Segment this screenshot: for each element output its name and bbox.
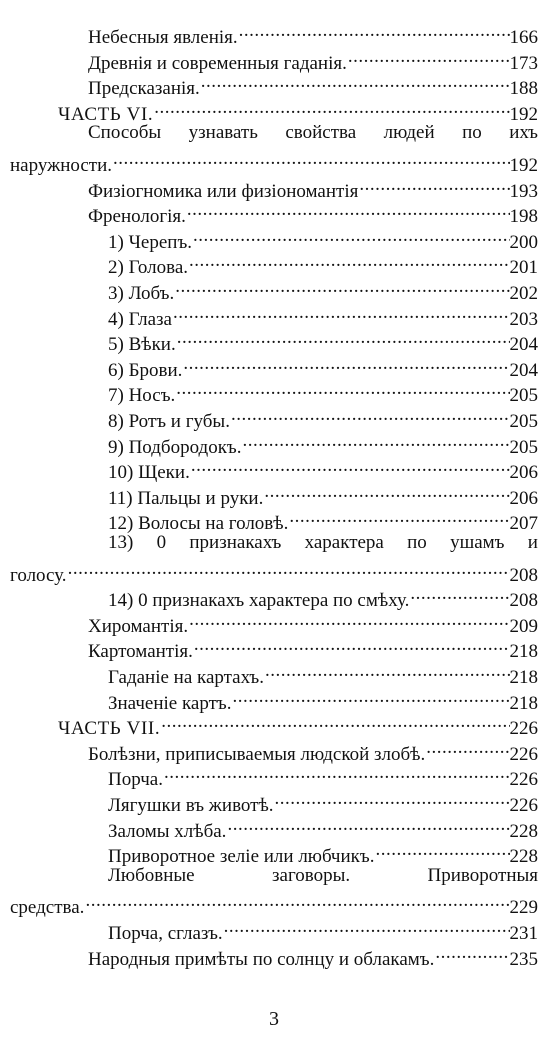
toc-entry-line — [0, 18, 548, 48]
toc-entry-title: Порча. — [108, 769, 163, 791]
toc-entry-page: 201 — [509, 257, 538, 279]
toc-entry-title: Хиромантія. — [88, 615, 189, 637]
toc-entry-title-word: признакахъ — [189, 532, 282, 553]
toc-entry-page: 218 — [509, 692, 538, 714]
toc-entry-line — [0, 402, 548, 432]
toc-entry-title-word: 0 — [156, 532, 167, 553]
dot-leader — [238, 18, 510, 43]
toc-entry-title: Картомантія. — [88, 641, 193, 663]
toc-entry-line — [0, 120, 548, 145]
toc-entry-title-word: узнавать — [188, 122, 258, 144]
dot-leader — [188, 248, 509, 273]
toc-entry-line — [0, 607, 548, 637]
toc-entry-title-word: людей — [383, 122, 435, 144]
toc-entry-line — [0, 863, 548, 888]
toc-entry-page: 188 — [509, 78, 538, 100]
page-number: 3 — [269, 1008, 279, 1030]
toc-entry-title: Болѣзни, приписываемыя людской злобѣ. — [88, 743, 426, 765]
toc-entry-page: 205 — [509, 385, 538, 407]
toc-entry-line — [0, 581, 548, 612]
toc-entry-title: 10) Щеки. — [108, 462, 190, 484]
dot-leader — [175, 376, 509, 401]
toc-entry-title-word: по — [407, 532, 427, 553]
toc-entry-line — [0, 146, 548, 176]
toc-entry-title: 3) Лобъ. — [108, 283, 175, 304]
toc-entry-title: 4) Глаза — [108, 308, 172, 330]
toc-entry-title-word: Способы — [88, 122, 162, 144]
toc-entry-line — [0, 812, 548, 842]
toc-entry-title-word: по — [462, 122, 482, 144]
dot-leader — [226, 812, 509, 837]
toc-entry-title: Небесныя явленія. — [88, 27, 238, 48]
toc-entry-line — [0, 556, 548, 586]
dot-leader — [374, 837, 509, 862]
toc-entry-page: 226 — [509, 795, 538, 816]
toc-entry-title: 12) Волосы на головѣ. — [108, 513, 289, 535]
toc-entry-title: Народныя примѣты по солнцу и облакамъ. — [88, 948, 435, 970]
toc-entry-page: 192 — [509, 155, 538, 176]
dot-leader — [358, 172, 509, 197]
toc-entry-title: 5) Вѣки. — [108, 334, 176, 356]
toc-entry-title: 11) Пальцы и руки. — [108, 487, 264, 509]
dot-leader — [288, 504, 509, 529]
dot-leader — [242, 428, 510, 453]
toc-entry-title-word: 13) — [108, 532, 134, 553]
toc-entry-title: Физіогномика или физіономантія — [88, 180, 359, 202]
toc-entry-page: 218 — [509, 641, 538, 663]
dot-leader — [230, 402, 510, 427]
toc-entry-line — [0, 351, 548, 381]
toc-entry-page: 173 — [509, 52, 538, 74]
toc-entry-title: Гаданіе на картахъ. — [108, 667, 264, 688]
toc-entry-line — [0, 248, 548, 279]
toc-entry-page: 204 — [509, 359, 538, 381]
toc-entry-title: ЧАСТЬ VI. — [58, 103, 154, 125]
toc-entry-title: Френологія. — [88, 206, 186, 228]
toc-entry-page: 218 — [509, 667, 538, 688]
toc-entry-title: Порча, сглазъ. — [108, 923, 223, 944]
dot-leader — [186, 197, 510, 222]
toc-entry-page: 228 — [509, 820, 538, 842]
toc-entry-line — [0, 760, 548, 791]
dot-leader — [223, 914, 510, 939]
toc-entry-title: Заломы хлѣба. — [108, 820, 227, 842]
toc-entry-title: 9) Подбородокъ. — [108, 436, 242, 458]
dot-leader — [274, 786, 510, 811]
dot-leader — [172, 300, 510, 325]
toc-entry-page: 166 — [509, 27, 538, 48]
dot-leader — [67, 556, 510, 581]
dot-leader — [434, 940, 509, 965]
toc-entry-title-word: и — [527, 532, 538, 553]
dot-leader — [425, 735, 509, 760]
toc-entry-line — [0, 940, 548, 970]
toc-entry-title: Предсказанія. — [88, 78, 200, 100]
toc-entry-line — [0, 504, 548, 535]
toc-entry-line — [0, 44, 548, 74]
toc-entry-page: 226 — [509, 718, 538, 740]
toc-entry-title: 1) Черепъ. — [108, 231, 193, 253]
toc-entry-line — [0, 325, 548, 356]
toc-entry-line — [0, 172, 548, 202]
toc-entry-title: 7) Носъ. — [108, 385, 176, 407]
toc-entry-line — [0, 684, 548, 714]
toc-entry-title-continuation: средства. — [10, 897, 85, 919]
toc-entry-line — [0, 69, 548, 100]
toc-entry-line — [0, 453, 548, 484]
toc-entry-title-word: свойства — [285, 122, 357, 144]
toc-entry-page: 235 — [509, 948, 538, 970]
toc-entry-line — [0, 786, 548, 816]
toc-entry-title: Лягушки въ животѣ. — [108, 795, 274, 816]
toc-entry-line — [0, 888, 548, 919]
toc-entry-title-word: заговоры. — [272, 864, 351, 886]
toc-entry-title: ЧАСТЬ VII. — [58, 718, 161, 740]
toc-entry-page: 202 — [509, 283, 538, 304]
toc-entry-line — [0, 735, 548, 765]
dot-leader — [347, 44, 510, 69]
toc-entry-title-word: Любовные — [108, 864, 195, 886]
toc-entry-line — [0, 632, 548, 663]
toc-entry-page: 209 — [509, 615, 538, 637]
toc-entry-page: 208 — [509, 564, 538, 586]
dot-leader — [193, 632, 510, 657]
toc-entry-line — [0, 709, 548, 740]
dot-leader — [84, 888, 509, 913]
toc-entry-line — [0, 223, 548, 253]
toc-entry-line — [0, 837, 548, 868]
toc-entry-title-continuation: наружности. — [10, 155, 113, 176]
dot-leader — [192, 223, 509, 248]
toc-entry-page: 231 — [509, 923, 538, 944]
toc-entry-page: 206 — [509, 462, 538, 484]
toc-entry-page: 205 — [509, 436, 538, 458]
toc-entry-line — [0, 300, 548, 330]
toc-entry-title: 14) 0 признакахъ характера по смѣху. — [108, 590, 410, 612]
toc-entry-title-continuation: голосу. — [10, 564, 67, 586]
dot-leader — [174, 274, 509, 299]
toc-entry-page: 228 — [509, 846, 538, 868]
toc-entry-line — [0, 376, 548, 407]
toc-entry-title-word: ушамъ — [450, 532, 505, 553]
toc-entry-line — [0, 479, 548, 509]
toc-entry-page: 206 — [509, 487, 538, 509]
toc-entry-page: 193 — [509, 180, 538, 202]
toc-entry-line — [0, 530, 548, 555]
dot-leader — [190, 453, 510, 478]
toc-entry-page: 229 — [509, 897, 538, 919]
dot-leader — [163, 760, 510, 785]
toc-entry-title — [108, 863, 538, 888]
toc-entry-line — [0, 274, 548, 304]
toc-entry-title — [88, 120, 538, 145]
toc-entry-page: 203 — [509, 308, 538, 330]
dot-leader — [264, 658, 510, 683]
dot-leader — [160, 709, 509, 734]
toc-entry-title: Значеніе картъ. — [108, 692, 232, 714]
toc-entry-page: 207 — [509, 513, 538, 535]
toc-entry-title-word: Приворотныя — [427, 864, 538, 886]
toc-entry-page: 205 — [509, 411, 538, 432]
toc-entry-line — [0, 914, 548, 944]
toc-entry-page: 226 — [509, 743, 538, 765]
toc-entry-page: 208 — [509, 590, 538, 612]
dot-leader — [409, 581, 509, 606]
toc-entry-page: 226 — [509, 769, 538, 791]
toc-entry-page: 204 — [509, 334, 538, 356]
dot-leader — [231, 684, 509, 709]
toc-entry-line — [0, 658, 548, 688]
dot-leader — [188, 607, 509, 632]
toc-entry-title: 6) Брови. — [108, 359, 183, 381]
toc-entry-line — [0, 95, 548, 125]
toc-entry-page: 192 — [509, 103, 538, 125]
dot-leader — [200, 69, 510, 94]
toc-entry-line — [0, 428, 548, 458]
dot-leader — [176, 325, 510, 350]
toc-entry-page: 198 — [509, 206, 538, 228]
dot-leader — [153, 95, 509, 120]
dot-leader — [182, 351, 509, 376]
toc-entry-line — [0, 197, 548, 228]
toc-entry-title-word: характера — [304, 532, 384, 553]
toc-entry-title: Приворотное зеліе или любчикъ. — [108, 846, 375, 868]
toc-entry-page: 200 — [509, 231, 538, 253]
dot-leader — [112, 146, 509, 171]
toc-entry-title — [108, 530, 538, 555]
toc-entry-title-word: ихъ — [509, 122, 538, 144]
toc-entry-title: 2) Голова. — [108, 257, 189, 279]
toc-entry-title: Древнія и современныя гаданія. — [88, 52, 347, 74]
toc-entry-title: 8) Ротъ и губы. — [108, 411, 230, 432]
dot-leader — [263, 479, 509, 504]
